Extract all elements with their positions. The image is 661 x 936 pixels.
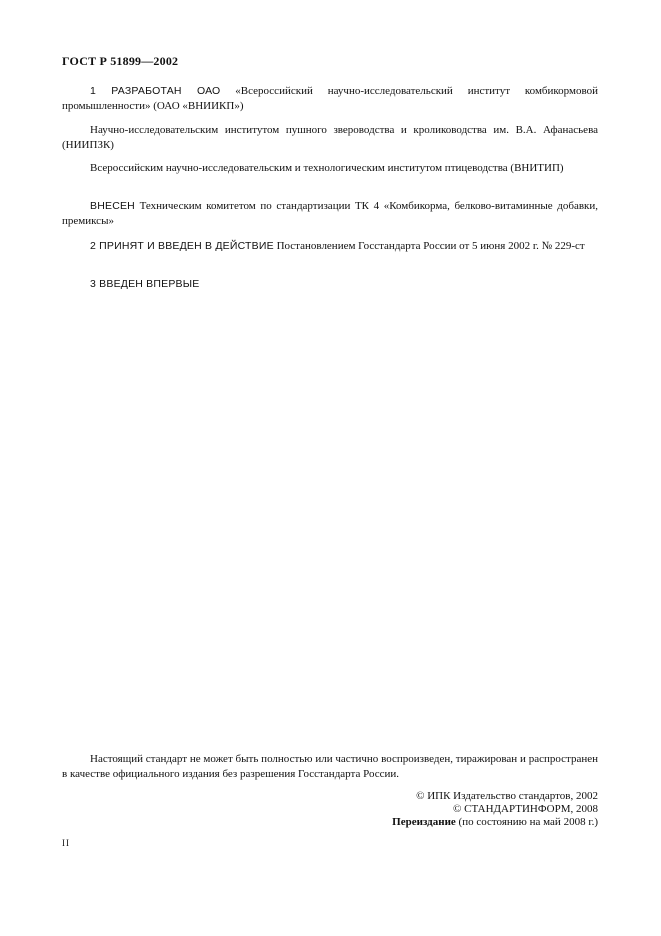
paragraph-text: Научно-исследовательским институтом пушного звероводства и кролиководства им. В.А. Афанасьева (НИИПЗК)	[62, 124, 598, 151]
page-number: II	[62, 838, 70, 848]
paragraph-vnitip	[62, 161, 598, 176]
paragraph-submitted-by	[62, 199, 598, 229]
paragraph-text: «Всероссийский научно-исследовательский институт комбикормовой промышленности» (ОАО «ВНИИКП»)	[62, 85, 598, 112]
reproduction-notice	[62, 752, 598, 782]
reissue-line	[392, 816, 598, 829]
paragraph-lead: 2 ПРИНЯТ И ВВЕДЕН В ДЕЙСТВИЕ	[90, 240, 274, 252]
paragraph-text: Всероссийским научно-исследовательским и технологическим институтом птицеводства (ВНИТИП)	[90, 162, 564, 174]
reissue-label: Переиздание	[392, 816, 456, 828]
paragraph-text: Постановлением Госстандарта России от 5 июня 2002 г. № 229-ст	[273, 240, 585, 252]
standard-code: ГОСТ Р 51899—2002	[62, 54, 179, 68]
paragraph-introduced-first	[62, 277, 598, 292]
paragraph-developed-by	[62, 84, 598, 114]
paragraph-lead: 3 ВВЕДЕН ВПЕРВЫЕ	[90, 278, 200, 290]
paragraph-lead: 1 РАЗРАБОТАН ОАО	[90, 85, 221, 97]
notice-text: Настоящий стандарт не может быть полностью или частично воспроизведен, тиражирован и распространен в качестве официального издания без разрешения Госстандарта России.	[62, 753, 598, 780]
copyright-ipk: © ИПК Издательство стандартов, 2002	[416, 790, 598, 802]
paragraph-adopted	[62, 239, 598, 254]
copyright-block	[392, 790, 598, 829]
paragraph-text: Техническим комитетом по стандартизации ТК 4 «Комбикорма, белково-витаминные добавки, премиксы»	[62, 200, 598, 227]
copyright-standartinform: © СТАНДАРТИНФОРМ, 2008	[453, 803, 598, 815]
paragraph-lead: ВНЕСЕН	[90, 200, 135, 212]
paragraph-niipzk	[62, 123, 598, 153]
reissue-text: (по состоянию на май 2008 г.)	[455, 816, 598, 828]
